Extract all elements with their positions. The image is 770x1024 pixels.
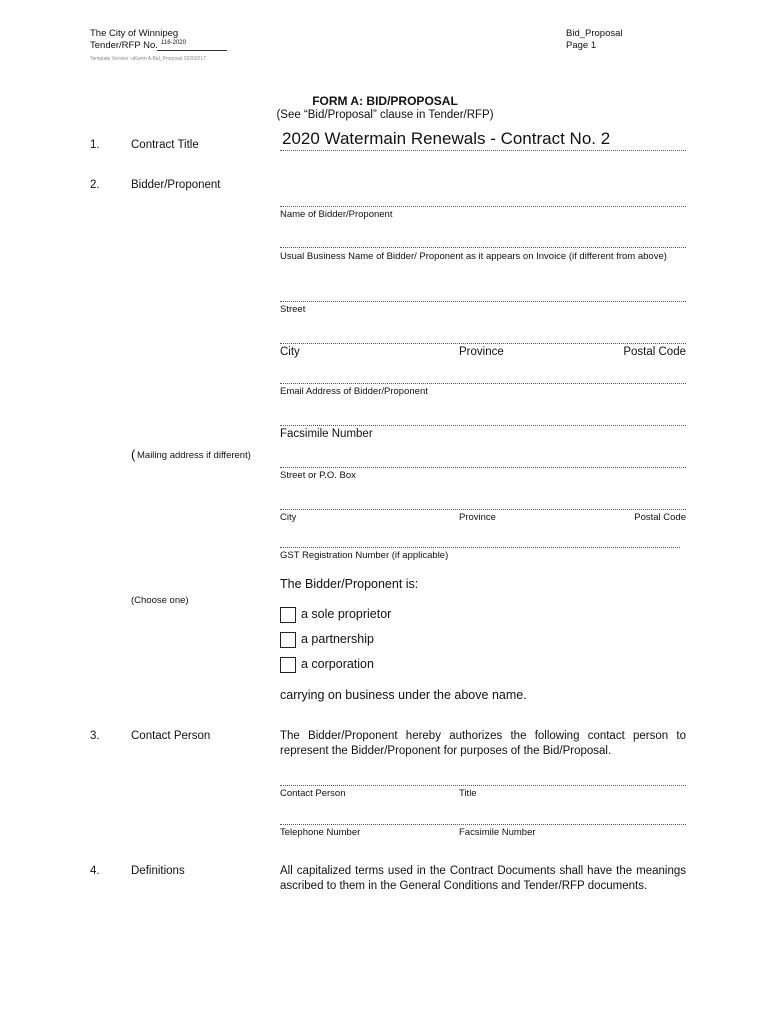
gst-line[interactable]	[280, 547, 680, 548]
street-line[interactable]	[280, 301, 686, 302]
mailing-paren: (	[131, 447, 136, 462]
email-caption: Email Address of Bidder/Proponent	[280, 386, 428, 397]
postal-caption: Postal Code	[623, 346, 686, 358]
mailing-postal-caption: Postal Code	[634, 512, 686, 523]
doc-name: Bid_Proposal	[566, 28, 623, 39]
page-number: Page 1	[566, 40, 597, 51]
corporation-label: a corporation	[301, 657, 374, 671]
fax-caption: Facsimile Number	[280, 428, 373, 440]
contact-phone-line[interactable]	[280, 824, 686, 825]
mailing-city-line[interactable]	[280, 509, 686, 510]
section4-number: 4.	[90, 865, 100, 877]
contract-title-line	[280, 150, 686, 151]
template-version: Template Version: uKwrm A.Bid_Proposal 20200217	[90, 56, 206, 62]
mailing-province-caption: Province	[459, 512, 496, 523]
partnership-label: a partnership	[301, 632, 374, 646]
usual-name-caption: Usual Business Name of Bidder/ Proponent as it appears on Invoice (if different from above)	[280, 251, 667, 262]
tender-label: Tender/RFP No.	[90, 40, 158, 51]
section4-label: Definitions	[131, 865, 185, 877]
contact-authorization-text: The Bidder/Proponent hereby authorizes the following contact person to represent the Bidder/Proponent for purposes of the Bid/Proposal.	[280, 730, 686, 757]
section2-label: Bidder/Proponent	[131, 179, 221, 191]
header-city: The City of Winnipeg	[90, 28, 179, 39]
email-line[interactable]	[280, 383, 686, 384]
carrying-on-text: carrying on business under the above name.	[280, 688, 527, 702]
gst-caption: GST Registration Number (if applicable)	[280, 550, 449, 561]
section3-number: 3.	[90, 730, 100, 742]
street-po-caption: Street or P.O. Box	[280, 470, 356, 481]
mailing-city-caption: City	[280, 512, 297, 523]
tender-no-field[interactable]	[157, 39, 227, 51]
sole-proprietor-checkbox[interactable]	[280, 607, 296, 623]
definitions-text: All capitalized terms used in the Contract Documents shall have the meanings ascribed to them in the General Conditions and Tender/RFP documents.	[280, 865, 686, 892]
mailing-note: Mailing address if different)	[137, 450, 251, 461]
street-po-line[interactable]	[280, 467, 686, 468]
contact-person-line[interactable]	[280, 785, 686, 786]
section2-number: 2.	[90, 179, 100, 191]
bidder-name-caption: Name of Bidder/Proponent	[280, 209, 393, 220]
fax-line[interactable]	[280, 425, 686, 426]
choose-one-note: (Choose one)	[131, 595, 189, 606]
section1-label: Contract Title	[131, 139, 199, 151]
province-caption: Province	[459, 346, 504, 358]
form-subtitle: (See “Bid/Proposal” clause in Tender/RFP)	[276, 109, 494, 121]
contract-title-value[interactable]: 2020 Watermain Renewals - Contract No. 2	[282, 129, 611, 148]
contact-person-caption: Contact Person	[280, 788, 346, 799]
section3-label: Contact Person	[131, 730, 211, 742]
city-line[interactable]	[280, 343, 686, 344]
contact-fax-caption: Facsimile Number	[459, 827, 536, 838]
usual-name-line[interactable]	[280, 247, 686, 248]
corporation-checkbox[interactable]	[280, 657, 296, 673]
partnership-checkbox[interactable]	[280, 632, 296, 648]
contact-title-caption: Title	[459, 788, 477, 799]
sole-proprietor-label: a sole proprietor	[301, 607, 392, 621]
city-caption: City	[280, 346, 300, 358]
bidder-name-line[interactable]	[280, 206, 686, 207]
telephone-caption: Telephone Number	[280, 827, 361, 838]
tender-no-value: 116-2020	[161, 40, 186, 46]
street-caption: Street	[280, 304, 306, 315]
bidder-is-label: The Bidder/Proponent is:	[280, 577, 419, 591]
form-title: FORM A: BID/PROPOSAL	[312, 94, 458, 108]
section1-number: 1.	[90, 139, 100, 151]
